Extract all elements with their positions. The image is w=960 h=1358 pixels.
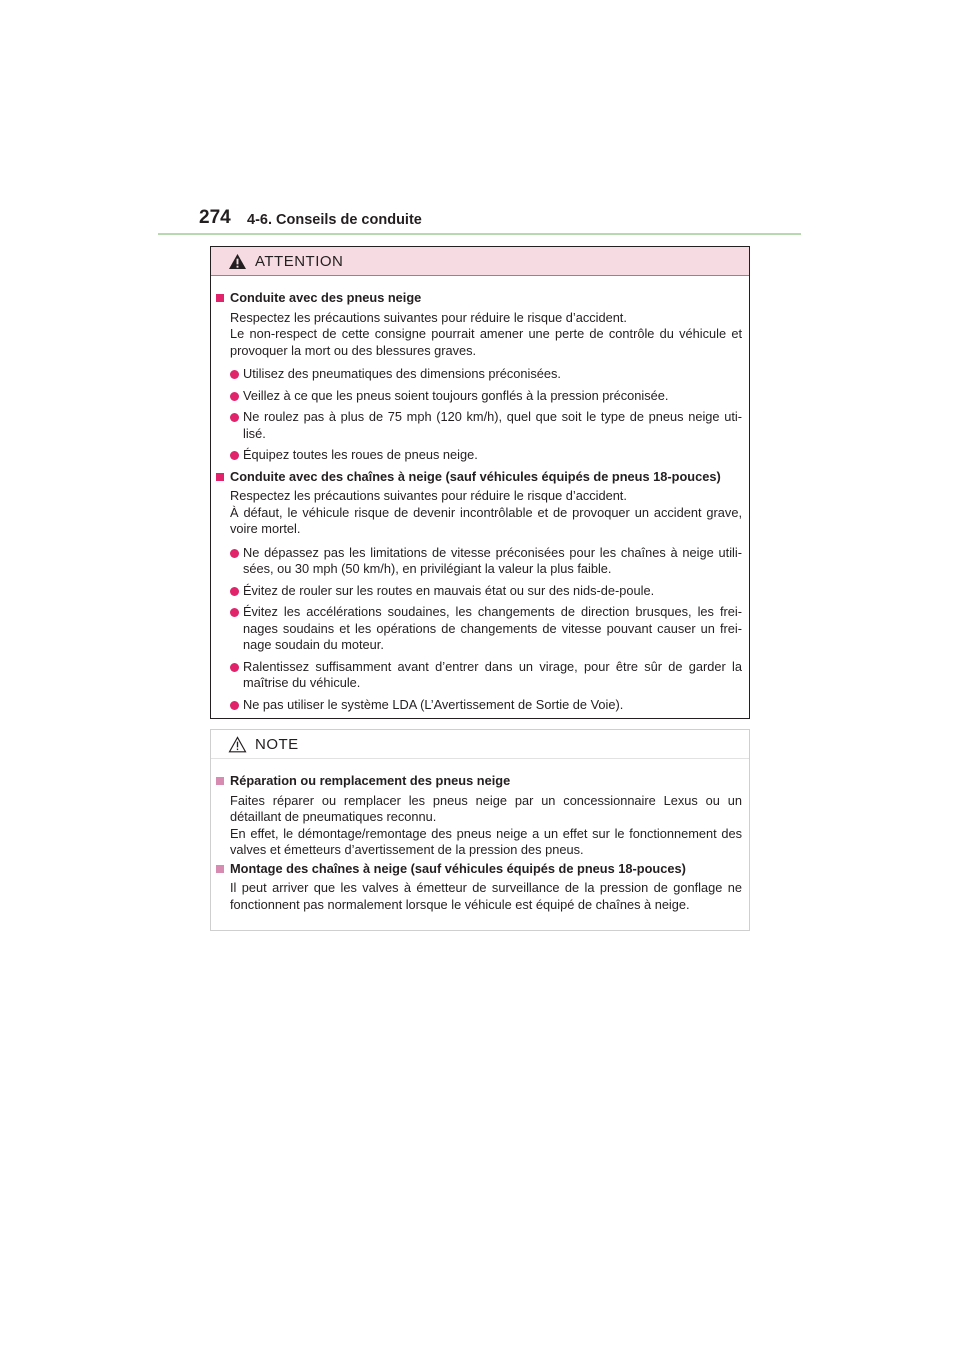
dot-bullet-icon bbox=[230, 663, 239, 672]
square-bullet-icon bbox=[216, 777, 224, 785]
attention-body bbox=[211, 276, 749, 713]
paragraph: Le non-respect de cette consigne pourrait amener une perte de contrôle du véhicule et provoquer la mort ou des blessures graves. bbox=[230, 326, 742, 358]
page-number: 274 bbox=[199, 207, 231, 228]
paragraph: Respectez les précautions suivantes pour réduire le risque d’accident. bbox=[230, 309, 627, 325]
note-title: NOTE bbox=[255, 736, 299, 753]
paragraph: En effet, le démontage/remontage des pneus neige a un effet sur le fonctionnement des valves et émetteurs d’avertissement de la pression des pneus. bbox=[230, 825, 742, 857]
paragraph: Faites réparer ou remplacer les pneus neige par un concessionnaire Lexus ou un détaillant de pneumatiques reconnu. bbox=[230, 792, 742, 824]
list-item: Évitez de rouler sur les routes en mauvais état ou sur des nids-de-poule. bbox=[230, 583, 742, 600]
attention-heading-snow-tires: Conduite avec des pneus neige bbox=[216, 290, 742, 307]
warning-triangle-icon bbox=[228, 253, 247, 270]
section-title: 4-6. Conseils de conduite bbox=[247, 212, 422, 228]
square-bullet-icon bbox=[216, 294, 224, 302]
list-item: Évitez les accélérations soudaines, les changements de direction brusques, les frei-nages soudains et les opérations de changements de vitesse pouvant causer un frei-nage soudain du moteur. bbox=[230, 604, 742, 654]
list-item: Équipez toutes les roues de pneus neige. bbox=[230, 447, 742, 464]
attention-title: ATTENTION bbox=[255, 253, 344, 270]
note-heading-chains: Montage des chaînes à neige (sauf véhicules équipés de pneus 18-pouces) bbox=[216, 861, 742, 878]
list-item: Ralentissez suffisamment avant d’entrer dans un virage, pour être sûr de garder la maîtrise du véhicule. bbox=[230, 659, 742, 692]
attention-header bbox=[211, 247, 749, 276]
dot-bullet-icon bbox=[230, 587, 239, 596]
page-header bbox=[199, 206, 799, 232]
list-item: Veillez à ce que les pneus soient toujours gonflés à la pression préconisée. bbox=[230, 388, 742, 405]
paragraph: Il peut arriver que les valves à émetteur de surveillance de la pression de gonflage ne fonctionnent pas normalement lorsque le véhicule est équipé de chaînes à neige. bbox=[230, 880, 742, 912]
note-body bbox=[211, 759, 749, 913]
attention-heading-snow-chains: Conduite avec des chaînes à neige (sauf véhicules équipés de pneus 18-pouces) bbox=[216, 469, 742, 486]
dot-bullet-icon bbox=[230, 608, 239, 617]
square-bullet-icon bbox=[216, 865, 224, 873]
dot-bullet-icon bbox=[230, 413, 239, 422]
note-box bbox=[210, 729, 750, 931]
list-item: Ne pas utiliser le système LDA (L’Avertissement de Sortie de Voie). bbox=[230, 697, 742, 714]
attention-box bbox=[210, 246, 750, 719]
bullet-list bbox=[216, 545, 742, 714]
list-item: Ne dépassez pas les limitations de vitesse préconisées pour les chaînes à neige utili-sées, ou 30 mph (50 km/h), en privilégiant la valeur la plus faible. bbox=[230, 545, 742, 578]
list-item: Ne roulez pas à plus de 75 mph (120 km/h), quel que soit le type de pneus neige uti-lisé. bbox=[230, 409, 742, 442]
dot-bullet-icon bbox=[230, 549, 239, 558]
header-rule bbox=[158, 233, 801, 235]
dot-bullet-icon bbox=[230, 701, 239, 710]
dot-bullet-icon bbox=[230, 392, 239, 401]
dot-bullet-icon bbox=[230, 370, 239, 379]
bullet-list bbox=[216, 366, 742, 464]
list-item: Utilisez des pneumatiques des dimensions préconisées. bbox=[230, 366, 742, 383]
note-heading-repair: Réparation ou remplacement des pneus neige bbox=[216, 773, 742, 790]
dot-bullet-icon bbox=[230, 451, 239, 460]
caution-outline-icon bbox=[228, 736, 247, 753]
square-bullet-icon bbox=[216, 473, 224, 481]
paragraph: Respectez les précautions suivantes pour réduire le risque d’accident. bbox=[230, 488, 627, 503]
note-header bbox=[211, 730, 749, 759]
paragraph: À défaut, le véhicule risque de devenir incontrôlable et de provoquer un accident grave, voire mortel. bbox=[230, 504, 742, 536]
